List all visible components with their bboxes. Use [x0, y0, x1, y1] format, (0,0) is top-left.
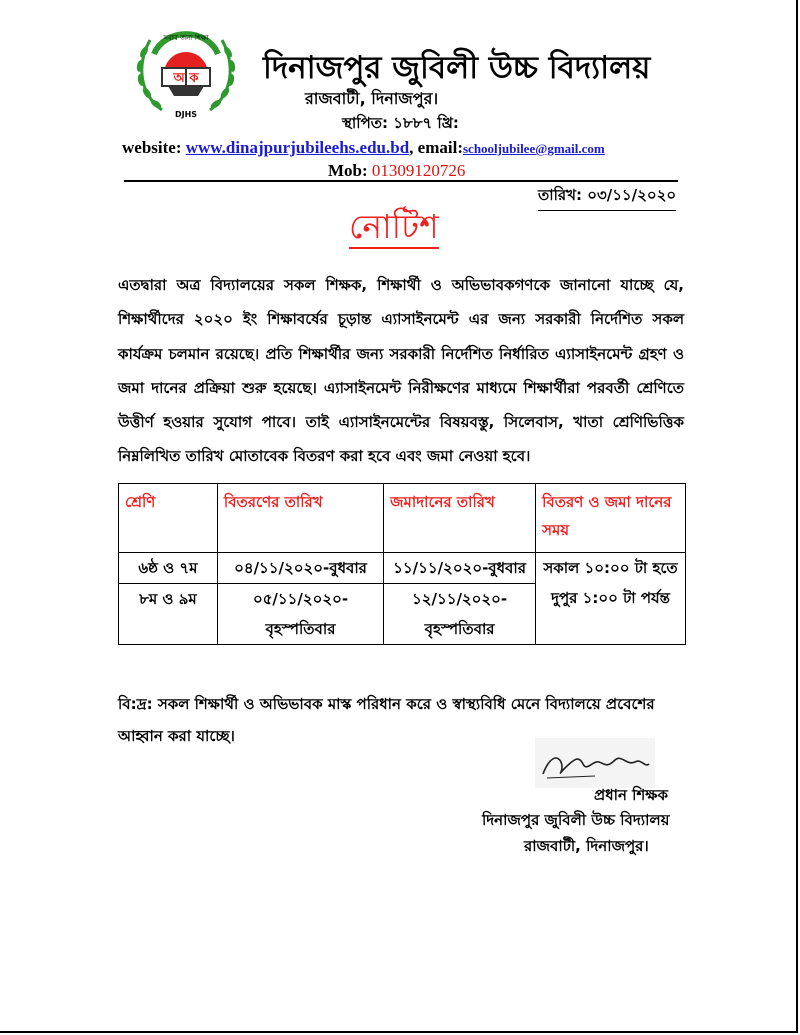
school-address: রাজবাটী, দিনাজপুর। [305, 89, 439, 108]
signatory-address: রাজবাটী, দিনাজপুর। [524, 837, 649, 855]
header-time: বিতরণ ও জমা দানের সময় [536, 484, 686, 553]
school-established: স্থাপিত: ১৮৮৭ খ্রি: [342, 114, 459, 132]
email-link[interactable]: schooljubilee@gmail.com [463, 141, 605, 156]
notice-body: এতদ্বারা অত্র বিদ্যালয়ের সকল শিক্ষক, শিক্ষার্থী ও অভিভাবকগণকে জানানো যাচ্ছে যে, শিক্ষার্থীদের ২০২০ ইং শিক্ষাবর্ষের চূড়ান্ত এ্যাসাইনমেন্ট এর জন্য সরকারী নির্দেশিত সকল কার্যক্রম চলমান রয়েছে। প্রতি শিক্ষার্থীর জন্য সরকারী নির্দেশিত নির্ধারিত এ্যাসাইনমেন্ট গ্রহণ ও জমা দানের প্রক্রিয়া শুরু হয়েছে। এ্যাসাইনমেন্ট নিরীক্ষণের মাধ্যমে শিক্ষার্থীরা পরবর্তী শ্রেণিতে উত্তীর্ণ হওয়ার সুযোগ পাবে। তাই এ্যাসাইনমেন্টের বিষয়বস্তু, সিলেবাস, খাতা শ্রেণিভিত্তিক নিম্নলিখিত তারিখ মোতাবেক বিতরণ করা হবে এবং জমা নেওয়া হবে। [118, 276, 684, 466]
mobile-number: 01309120726 [371, 161, 466, 180]
schedule-table [118, 483, 686, 645]
table-header-row [119, 484, 686, 553]
header-distribution-date: বিতরণের তারিখ [217, 484, 383, 553]
website-label: website: [122, 138, 182, 157]
table-row [119, 553, 686, 584]
mobile-label: Mob: [328, 161, 368, 180]
website-link[interactable]: www.dinajpurjubileehs.edu.bd [185, 138, 410, 157]
school-name: দিনাজপুর জুবিলী উচ্চ বিদ্যালয় [263, 50, 651, 86]
mobile-line [328, 161, 465, 181]
email-label: , email: [409, 138, 463, 157]
logo-letters: অ ক [173, 71, 199, 86]
school-logo [132, 22, 240, 122]
header-divider [124, 180, 678, 182]
cell-distribution: ০৫/১১/২০২০-বৃহস্পতিবার [217, 584, 383, 645]
signatory-title: প্রধান শিক্ষক [594, 786, 668, 804]
cell-submission: ১১/১১/২০২০-বুধবার [384, 553, 536, 584]
signatory-school: দিনাজপুর জুবিলী উচ্চ বিদ্যালয় [482, 811, 670, 829]
header-submission-date: জমাদানের তারিখ [384, 484, 536, 553]
notice-title: নোটিশ [349, 207, 439, 249]
contact-line [122, 138, 605, 158]
notice-date: তারিখ: ০৩/১১/২০২০ [538, 184, 676, 211]
cell-distribution: ০৪/১১/২০২০-বুধবার [217, 553, 383, 584]
cell-class: ৮ম ও ৯ম [119, 584, 218, 645]
header-class: শ্রেণি [119, 484, 218, 553]
lamp-icon [168, 86, 204, 96]
headmaster-signature [535, 738, 655, 788]
cell-time: সকাল ১০:০০ টা হতে দুপুর ১:০০ টা পর্যন্ত [536, 553, 686, 645]
cell-submission: ১২/১১/২০২০-বৃহস্পতিবার [384, 584, 536, 645]
logo-bottom-text: DJHS [174, 110, 198, 119]
logo-top-text: সবার জন্য শিক্ষা [163, 34, 209, 42]
cell-class: ৬ষ্ঠ ও ৭ম [119, 553, 218, 584]
nb-note: বি:দ্র: সকল শিক্ষার্থী ও অভিভাবক মাস্ক পরিধান করে ও স্বাস্থ্যবিধি মেনে বিদ্যালয়ে প্রবেশের আহ্বান করা যাচ্ছে। [118, 695, 655, 745]
